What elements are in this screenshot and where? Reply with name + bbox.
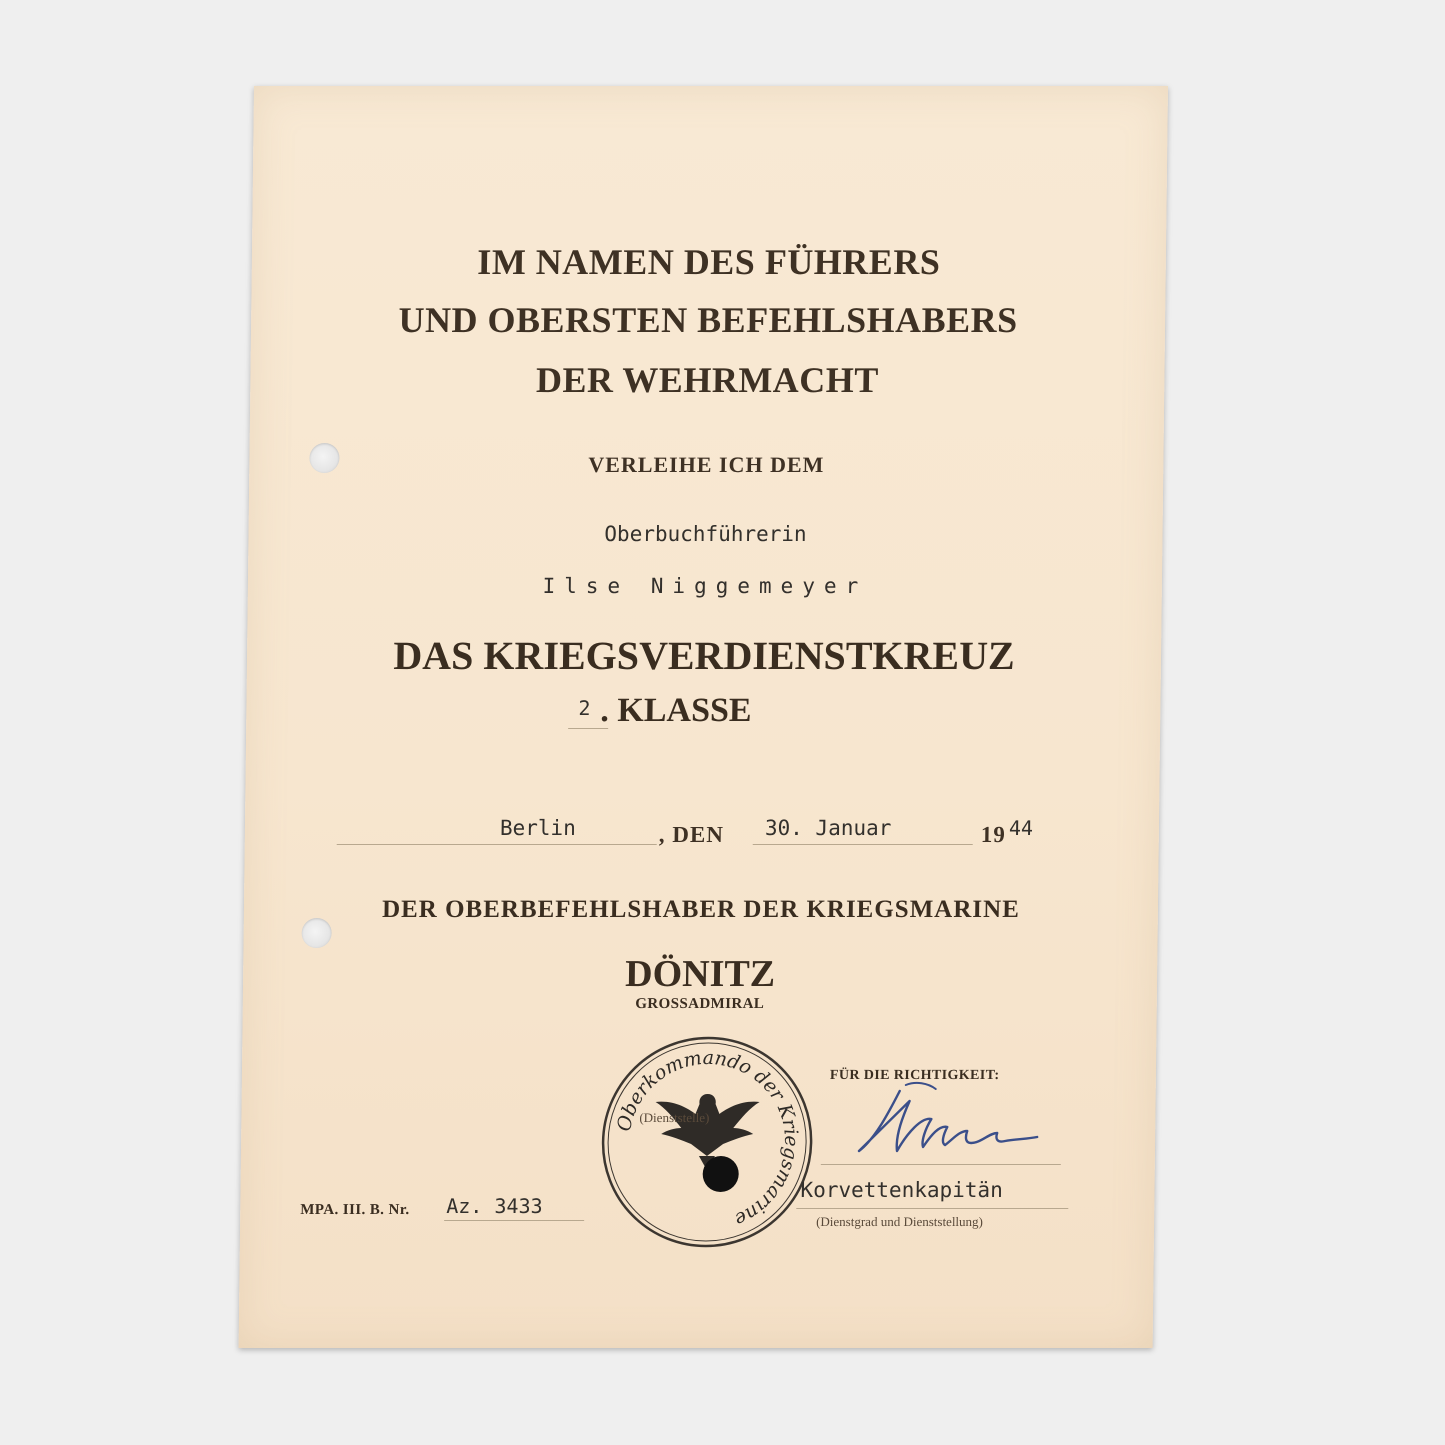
correctness-label: FÜR DIE RICHTIGKEIT: [829, 1068, 1000, 1083]
recipient-rank: Oberbuchführerin [604, 522, 807, 546]
reference-underline [444, 1220, 584, 1221]
reference-value: Az. 3433 [446, 1194, 543, 1218]
officer-caption: (Dienstgrad und Dienststellung) [816, 1214, 984, 1229]
award-class [568, 692, 752, 730]
heading-line-3: DER WEHRMACHT [535, 360, 880, 400]
reference-label: MPA. III. B. Nr. [300, 1202, 410, 1218]
eagle-icon [655, 1094, 760, 1170]
certificate-document [239, 86, 1168, 1348]
class-label: . KLASSE [600, 692, 752, 729]
official-stamp [598, 1034, 817, 1250]
signature-underline [821, 1164, 1061, 1165]
signatory-name: DÖNITZ [624, 953, 776, 995]
award-title: DAS KRIEGSVERDIENSTKREUZ [393, 633, 1015, 678]
handwritten-signature [819, 1081, 1080, 1171]
officer-rank: Korvettenkapitän [800, 1178, 1003, 1202]
place: Berlin [499, 816, 576, 840]
recipient-name: Ilse Niggemeyer [542, 574, 868, 598]
stamp-caption: (Dienststelle) [639, 1110, 710, 1125]
officer-underline [796, 1208, 1068, 1209]
authority-line: DER OBERBEFEHLSHABER DER KRIEGSMARINE [381, 896, 1021, 923]
signatory-title: GROSSADMIRAL [635, 996, 765, 1012]
place-underline [337, 844, 657, 845]
class-number: 2 [578, 696, 591, 720]
class-underline [568, 728, 608, 729]
year-suffix: 44 [1008, 816, 1034, 840]
heading-line-2: UND OBERSTEN BEFEHLSHABERS [398, 300, 1018, 340]
year-prefix: 19 [980, 822, 1007, 847]
date: 30. Januar [764, 816, 892, 840]
heading-line-1: IM NAMEN DES FÜHRERS [477, 242, 941, 282]
date-underline [753, 844, 973, 845]
confers-line: VERLEIHE ICH DEM [588, 452, 825, 477]
stamp-text: Oberkommando der Kriegsmarine [612, 1046, 803, 1231]
date-separator: , DEN [658, 822, 725, 847]
